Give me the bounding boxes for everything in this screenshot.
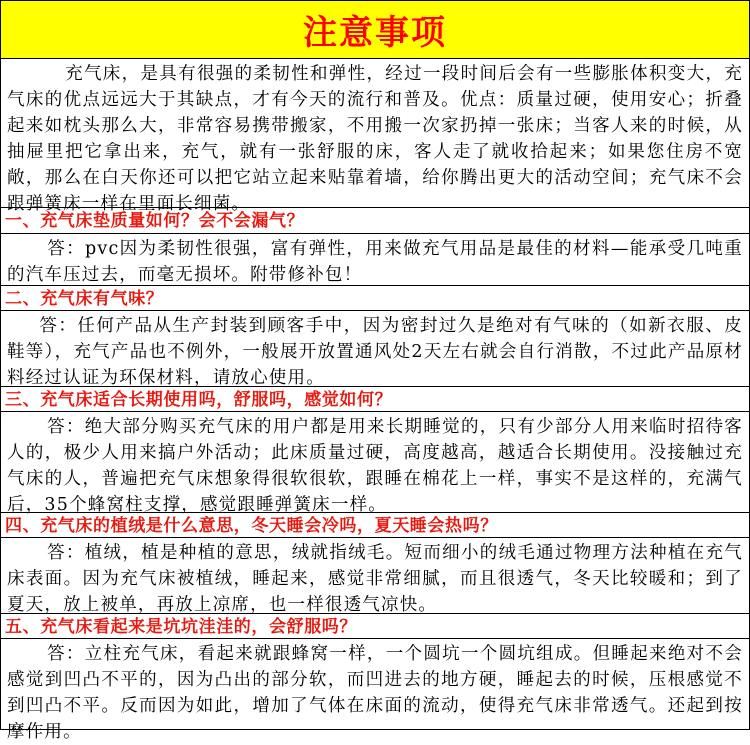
page-title: 注意事项 [303, 13, 447, 53]
faq-question-2 [1, 286, 749, 311]
faq-answer-3 [1, 412, 749, 513]
faq-answer-2 [1, 311, 749, 387]
answer-text: 答：立柱充气床，看起来就跟蜂窝一样，一个圆坑一个圆坑组成。但睡起来绝对不会感觉到凹凸不平的，因为凸出的部分软，而凹进去的地方硬，睡起去的时候，压根感觉不到凹凸不平。反而因为如此，增加了气体在床面的流动，使得充气床非常透气。还起到按摩作用。 [7, 644, 743, 742]
faq-question-3 [1, 387, 749, 412]
answer-text: 答：绝大部分购买充气床的用户都是用来长期睡觉的，只有少部分人用来临时招待客人的，极少人用来搞户外活动；此床质量过硬，高度越高，越适合长期使用。没接触过充气床的人，普遍把充气床想象得很软很软，跟睡在棉花上一样，事实不是这样的，充满气后，35个蜂窝柱支撑，感觉跟睡弹簧床一样。 [7, 417, 743, 515]
answer-text: 答：任何产品从生产封装到顾客手中，因为密封过久是绝对有气味的（如新衣服、皮鞋等），充气产品也不例外，一般展开放置通风处2天左右就会自行消散，不过此产品原材料经过认证为环保材料，请放心使用。 [7, 316, 743, 388]
faq-question-4 [1, 513, 749, 538]
faq-question-1 [1, 208, 749, 234]
faq-question-5 [1, 614, 749, 639]
question-text: 五、充气床看起来是坑坑洼洼的，会舒服吗？ [5, 617, 357, 637]
answer-paragraph [1, 412, 749, 518]
answer-paragraph [1, 311, 749, 391]
question-text: 三、充气床适合长期使用吗，舒服吗，感觉如何？ [5, 390, 393, 410]
answer-paragraph [1, 639, 749, 745]
question-text: 一、充气床垫质量如何？会不会漏气？ [5, 211, 305, 231]
answer-text: 答：pvc因为柔韧性很强，富有弹性，用来做充气用品是最佳的材料—能承受几吨重的汽车压过去，而毫无损坏。附带修补包！ [7, 239, 743, 285]
faq-answer-4 [1, 538, 749, 614]
intro-section [1, 59, 749, 214]
intro-text: 充气床，是具有很强的柔韧性和弹性，经过一段时间后会有一些膨胀体积变大，充气床的优点远远大于其缺点，才有今天的流行和普及。优点：质量过硬，使用安心；折叠起来如枕头那么大，非常容易携带搬家，不用搬一次家扔掉一张床；当客人来的时候，从抽屉里把它拿出来，充气，就有一张舒服的床，客人走了就收拾起来；如果您住房不宽敞，那么在白天你还可以把它站立起来贴靠着墙，给你腾出更大的活动空间；充气床不会跟弹簧床一样在里面长细菌。 [7, 64, 743, 214]
question-text: 四、充气床的植绒是什么意思，冬天睡会冷吗，夏天睡会热吗？ [5, 516, 498, 536]
answer-text: 答：植绒，植是种植的意思，绒就指绒毛。短而细小的绒毛通过物理方法种植在充气床表面。因为充气床被植绒，睡起来，感觉非常细腻，而且很透气，冬天比较暖和；到了夏天，放上被单，再放上凉席，也一样很透气凉快。 [7, 543, 743, 615]
answer-paragraph [1, 538, 749, 618]
title-banner [1, 1, 749, 59]
answer-paragraph [1, 234, 749, 288]
question-text: 二、充气床有气味？ [5, 289, 164, 309]
faq-answer-1 [1, 234, 749, 286]
faq-answer-5 [1, 639, 749, 742]
intro-paragraph [1, 59, 749, 217]
